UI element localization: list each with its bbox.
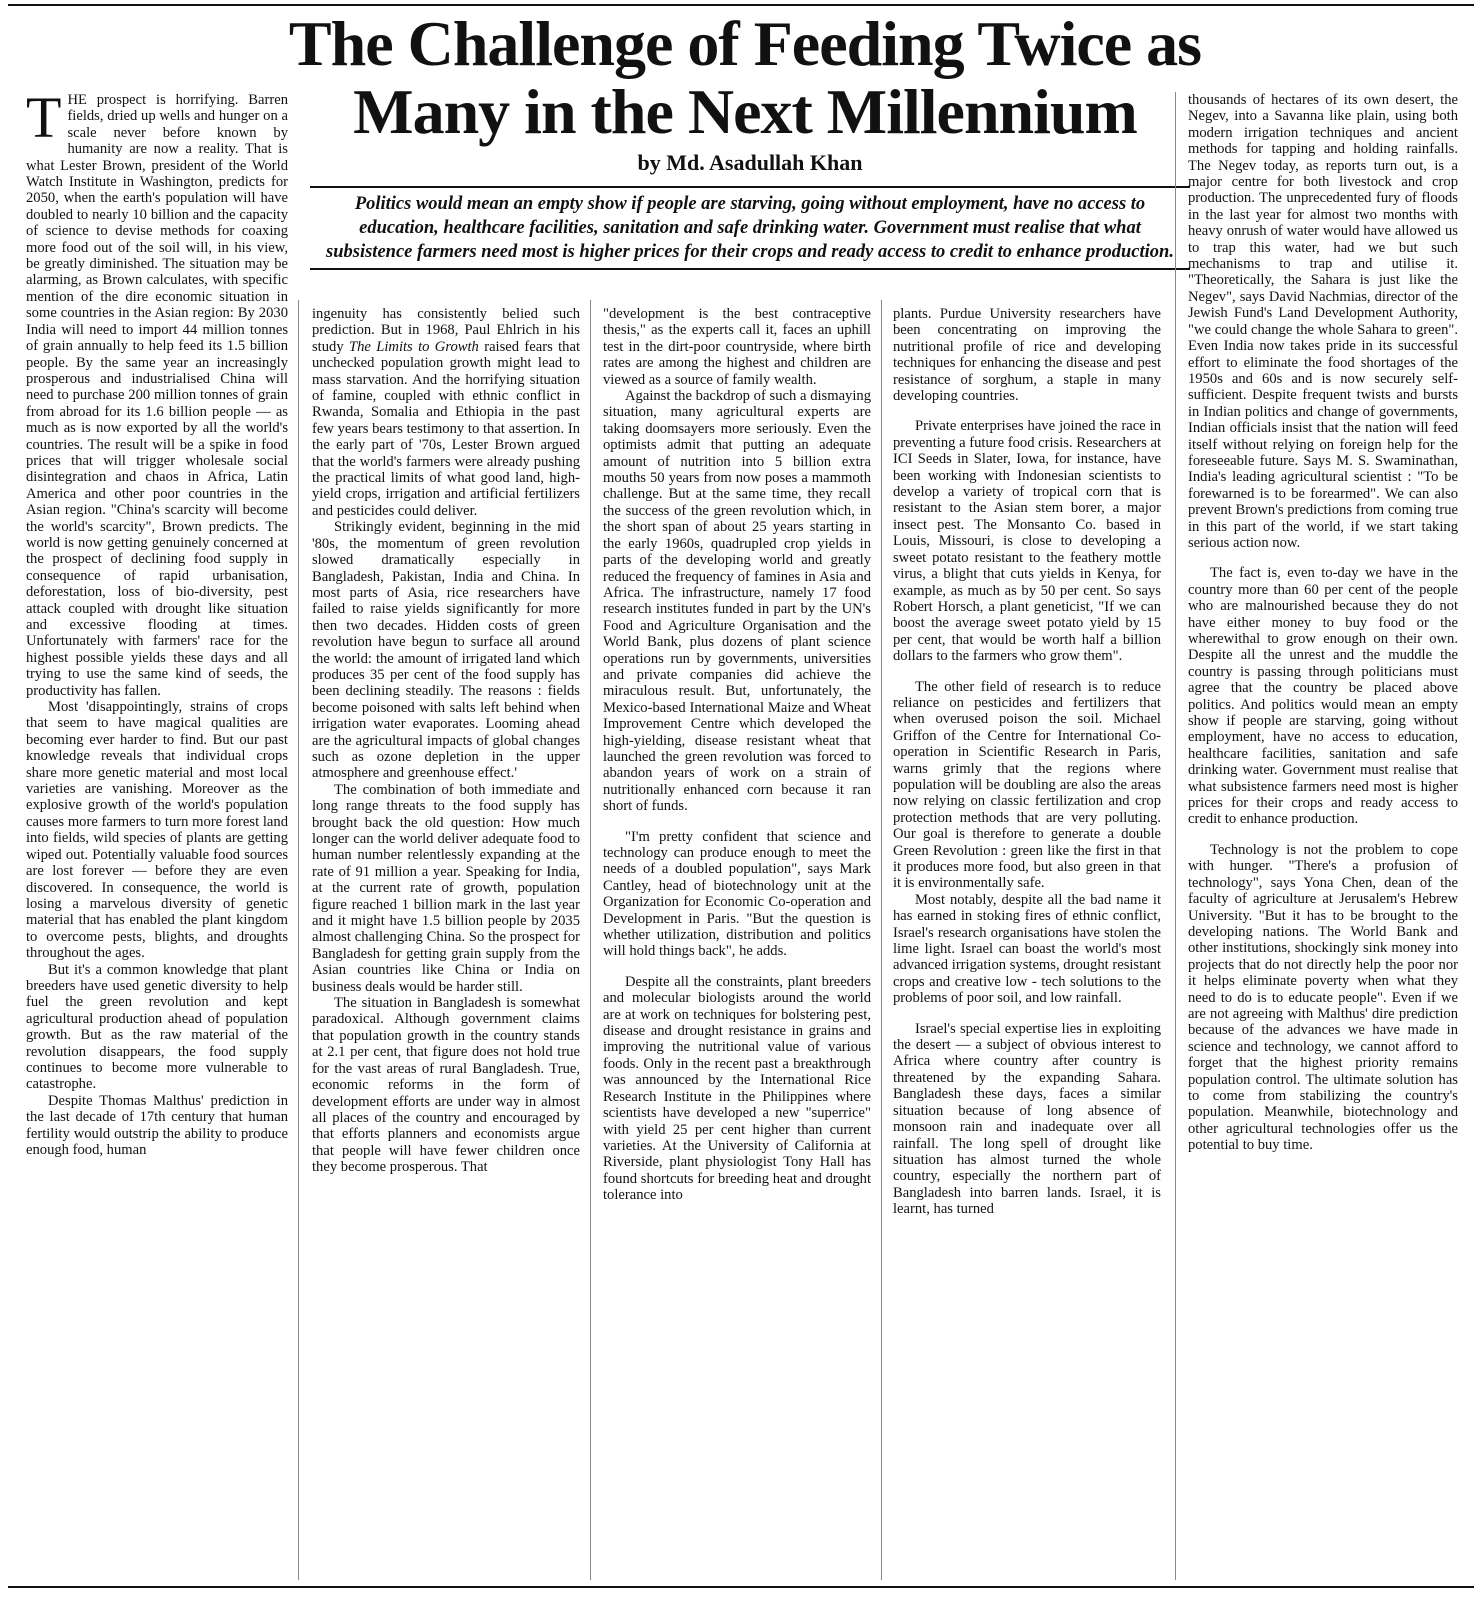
book-title: The Limits to Growth (348, 338, 479, 355)
paragraph: The fact is, even to-day we have in the country more than 60 per cent of the people who are malnourished because they do not have either money to buy food or the wherewithal to grow enough on their own. Despite all the unrest and the muddle the country is passing through politicians must agree that the country be placed above politics. And politics would mean an empty show if people are starving, going without employment, have no access to education, healthcare facilities, sanitation and safe drinking water. Government must realise that what subsistence farmers need most is higher prices for their crops and ready access to credit to enhance production. (1188, 565, 1458, 828)
column-separator (1175, 92, 1176, 1580)
byline: by Md. Asadullah Khan (637, 150, 863, 175)
column-5 (1188, 92, 1458, 1578)
column-1 (26, 92, 288, 1578)
deck-summary: Politics would mean an empty show if people are starving, going without employment, have no access to education, healthcare facilities, sanitation and safe drinking water. Government must realise that what subsistence farmers need most is higher prices for their crops and ready access to credit to enhance production. (310, 186, 1190, 270)
column-4 (893, 306, 1161, 1578)
paragraph: The combination of both immediate and long range threats to the food supply has brought back the old question: How much longer can the world deliver adequate food to human number relentlessly expanding at the rate of 91 million a year. Speaking for India, at the current rate of growth, population figure reached 1 billion mark in the last year and it might have 1.5 billion people by 2035 almost challenging China. So the prospect for Bangladesh for getting grain supply from the Asian countries like China or India on business deals would be harder still. (312, 781, 580, 995)
paragraph: Most notably, despite all the bad name it has earned in stoking fires of ethnic conflict, Israel's research organisations have stolen the lime light. Israel can boast the world's most advanced irrigation systems, drought resistant crops and creative low - tech solutions to the problems of poor soil, and low rainfall. (893, 891, 1161, 1007)
top-rule (8, 4, 1474, 6)
paragraph: But it's a common knowledge that plant breeders have used genetic diversity to help fuel the green revolution and kept agricultural production ahead of population growth. But as the raw material of the revolution disappears, the food supply continues to become more vulnerable to catastrophe. (26, 961, 288, 1093)
paragraph: Private enterprises have joined the race in preventing a future food crisis. Researchers at ICI Seeds in Slater, Iowa, for instance, have been working with Indonesian scientists to develop a variety of tropical corn that is resistant to the Asian stem borer, a major insect pest. The Monsanto Co. based in Louis, Missouri, is close to developing a sweet potato resistant to the feathery mottle virus, a blight that cuts yields in Kenya, for example, as much as by 50 per cent. So says Robert Horsch, a plant geneticist, "If we can boost the average sweet potato yield by 15 per cent, that would be worth half a billion dollars to the farmers who grow them". (893, 418, 1161, 665)
paragraph: ingenuity has consistently belied such prediction. But in 1968, Paul Ehlrich in his study The Limits to Growth raised fears that unchecked population growth might lead to mass starvation. And the horrifying situation of famine, coupled with ethnic conflict in Rwanda, Somalia and Ethiopia in the past few years bears testimony to that assertion. In the early part of '70s, Lester Brown argued that the world's farmers were already pushing the practical limits of what good land, high-yield crops, irrigation and artificial fertilizers and pesticides could deliver. (312, 306, 580, 519)
drop-cap: T (26, 92, 62, 150)
headline: The Challenge of Feeding Twice as Many in the Next Millennium (288, 8, 1202, 147)
paragraph: Against the backdrop of such a dismaying situation, many agricultural experts are taking doomsayers more seriously. Even the optimists admit that putting an adequate amount of nutrition into 5 billion extra mouths 50 years from now poses a mammoth challenge. But at the same time, they recall the success of the green revolution which, in the short span of about 25 years starting in the early 1960s, quadrupled crop yields in parts of the developing world and greatly reduced the frequency of famines in Asia and Africa. The infrastructure, namely 17 food research institutes funded in part by the UN's Food and Agriculture Organisation and the World Bank, plus dozens of plant science operations run by governments, universities and private companies did achieve the miraculous result. But, unfortunately, the Mexico-based International Maize and Wheat Improvement Centre which developed the high-yielding, disease resistant wheat that launched the green revolution was forced to abandon years of work on a strain of nutritionally enhanced corn because it ran short of funds. (603, 388, 871, 815)
paragraph: Despite Thomas Malthus' prediction in the last decade of 17th century that human fertility would outstrip the ability to produce enough food, human (26, 1092, 288, 1158)
paragraph: Technology is not the problem to cope with hunger. "There's a profusion of technology", says Yona Chen, dean of the faculty of agriculture at Jerusalem's Hebrew University. "But it has to be brought to the developing nations. The World Bank and other institutions, shockingly sink money into projects that do not directly help the poor nor it helps eliminate poverty when what they need to do is to educate people". Even if we are not agreeing with Malthus' dire prediction because of the advances we have made in science and technology, we cannot afford to forget that the highest priority remains population control. The ultimate solution has to come from stabilizing the country's population. Meanwhile, biotechnology and other agricultural technologies offer us the potential to buy time. (1188, 841, 1458, 1154)
paragraph: "development is the best contraceptive thesis," as the experts call it, faces an uphill test in the dirt-poor countryside, where birth rates are among the highest and children are viewed as a source of family wealth. (603, 306, 871, 388)
paragraph: Israel's special expertise lies in exploiting the desert — a subject of obvious interest to Africa where country after country is threatened by the expanding Sahara. Bangladesh these days, faces a similar situation because of long absence of monsoon rain and inadequate over all rainfall. The long spell of drought like situation has almost turned the whole country, especially the northern part of Bangladesh into barren lands. Israel, it is learnt, has turned (893, 1020, 1161, 1218)
paragraph: "I'm pretty confident that science and technology can produce enough to meet the needs of a doubled population", says Mark Cantley, head of biotechnology unit at the Organization for Economic Co-operation and Development in Paris. "But the question is whether utilization, distribution and politics will hold things back", he adds. (603, 828, 871, 960)
column-separator (881, 300, 882, 1580)
column-3 (603, 306, 871, 1578)
paragraph: thousands of hectares of its own desert, the Negev, into a Savanna like plain, using both modern irrigation techniques and ancient methods for tapping and holding rainfalls. The Negev today, as reports turn out, is a major centre for both livestock and crop production. The unprecedented fury of floods in the last year for almost two months with heavy onrush of water would have allowed us to trap this water, had we but such mechanisms to trap and utilise it. "Theoretically, the Sahara is just like the Negev", says David Nachmias, director of the Jewish Fund's Land Development Authority, "we could change the whole Sahara to green". Even India now takes pride in its successful effort to eliminate the food shortages of the 1950s and 60s and is now securely self-sufficient. Despite frequent twists and bursts in Indian politics and change of governments, Indian officials insist that the nation will feed itself without relying on foreign help for the foreseeable future. Says M. S. Swaminathan, India's leading agricultural scientist : "To be forewarned is to be forearmed". We can also prevent Brown's predictions from coming true in this part of the world, if we start taking serious action now. (1188, 92, 1458, 551)
column-separator (298, 300, 299, 1580)
paragraph: Despite all the constraints, plant breeders and molecular biologists around the world are at work on techniques for bolstering pest, disease and drought resistance in grains and improving the nutritional value of various foods. Only in the recent past a breakthrough was announced by the International Rice Research Institute in the Philippines where scientists have developed a new "superrice" with yield 25 per cent higher than current varieties. At the University of California at Riverside, plant physiologist Tony Hall has found shortcuts for breeding heat and drought tolerance into (603, 973, 871, 1204)
paragraph: The other field of research is to reduce reliance on pesticides and fertilizers that when overused poison the soil. Michael Griffon of the Centre for International Co-operation in Scientific Research in Paris, warns grimly that the regions where population will be doubling are also the areas now relying on classic fertilization and crop protection methods that are very polluting. Our goal is therefore to generate a double Green Revolution : green like the first in that it produces more food, but also green in that it is environmentally safe. (893, 678, 1161, 892)
bottom-rule (8, 1586, 1474, 1588)
paragraph: The situation in Bangladesh is somewhat paradoxical. Although government claims that population growth in the country stands at 2.1 per cent, that figure does not hold true for the vast areas of rural Bangladesh. True, economic reforms in the form of development efforts are under way in almost all places of the country and encouraged by that efforts planners and economists argue that people will have fewer children once they become prosperous. That (312, 995, 580, 1176)
paragraph: Most 'disappointingly, strains of crops that seem to have magical qualities are becoming ever harder to find. But our past knowledge reveals that individual crops share more genetic material and most local varieties are vanishing. Moreover as the explosive growth of the world's population causes more farmers to turn more forest land into fields, wild species of plants are getting wiped out. Potentially valuable food sources are lost forever — before they are even discovered. In consequence, the world is losing a marvelous diversity of genetic material that has enabled the plant kingdom to overcome pests, blights, and droughts throughout the ages. (26, 699, 288, 962)
column-2 (312, 306, 580, 1578)
paragraph: Strikingly evident, beginning in the mid '80s, the momentum of green revolution slowed dramatically especially in Bangladesh, Pakistan, India and China. In most parts of Asia, rice researchers have failed to raise yields significantly for more then two decades. Hidden costs of green revolution have begun to surface all around the world: the amount of irrigated land which produces 35 per cent of the food supply has been declining steadily. The reasons : fields become poisoned with salts left behind when irrigation water evaporates. Looming ahead are the agricultural impacts of global changes such as ozone depletion in the upper atmosphere and greenhouse effect.' (312, 519, 580, 782)
paragraph: plants. Purdue University researchers have been concentrating on improving the nutritional profile of rice and developing techniques for enhancing the disease and pest resistance of sorghum, a staple in many developing countries. (893, 306, 1161, 405)
column-separator (590, 300, 591, 1580)
paragraph: THE prospect is horrifying. Barren fields, dried up wells and hunger on a scale never before known by humanity are now a reality. That is what Lester Brown, president of the World Watch Institute in Washington, predicts for 2050, when the earth's population will have doubled to nearly 10 billion and the capacity of science to devise methods for coaxing more food out of the soil will, in his view, be greatly diminished. The situation may be alarming, as Brown calculates, with specific mention of the dire economic situation in some countries in the Asian region: By 2030 India will need to import 44 million tonnes of grain annually to help feed its 1.5 billion people. By the same year an increasingly prosperous and industrialised China will need to purchase 200 million tonnes of grain from abroad for its 1.6 billion people — as much as is now exported by all the world's countries. The result will be a spike in food prices that will trigger wholesale social disintegration and chaos in Africa, Latin America and other poor countries in the Asian region. "China's scarcity will become the world's scarcity", Brown predicts. The world is now getting genuinely concerned at the prospect of declining food supply in consequence of rapid urbanisation, deforestation, loss of bio-diversity, pest attack coupled with drought like situation and excessive flooding at times. Unfortunately with farmers' race for the highest possible yields these days and all trying to use the same kind of seeds, the productivity has fallen. (26, 92, 288, 699)
